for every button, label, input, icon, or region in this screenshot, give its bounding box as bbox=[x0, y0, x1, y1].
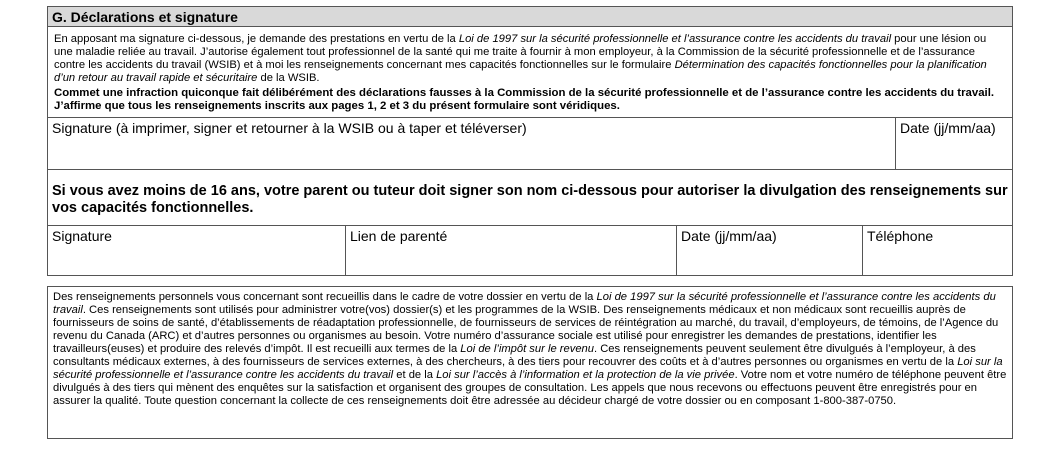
law-title: Loi de l’impôt sur le revenu bbox=[460, 343, 594, 355]
date-field[interactable] bbox=[895, 118, 1012, 169]
declaration-text-part: pour une lésion ou une maladie reliée au travail. J’autorise également tout professionnel de la santé qui me traite à fournir à mon employeur, à la Commission de la sécurité professionnelle et de l’assurance contre les accidents du travail (WSIB) et à moi les renseignements concernant mes capacités fonctionnelles sur le formulaire bbox=[54, 33, 987, 71]
minor-notice: Si vous avez moins de 16 ans, votre parent ou tuteur doit signer son nom ci-dessous pour autoriser la divulgation des renseignements sur vos capacités fonctionnelles. bbox=[47, 170, 1013, 225]
phone-label: Téléphone bbox=[867, 228, 934, 244]
signature-row bbox=[47, 118, 1013, 170]
declaration-text-part: En apposant ma signature ci-dessous, je demande des prestations en vertu de la bbox=[54, 33, 459, 45]
privacy-text-part: . Ces renseignements peuvent seulement être divulgués à l’employeur, à des consultants médicaux externes, à des fournisseurs de services externes, à des chercheurs, à des tiers pour recouvrer des coûts et à d’autres personnes ou organismes en vertu de la bbox=[53, 343, 976, 368]
form-title: Détermination des capacités fonctionnelles pour la planification d’un retour au travail rapide et sécuritaire bbox=[54, 59, 987, 84]
declaration-paragraph bbox=[54, 33, 1006, 85]
declarations-section bbox=[47, 6, 1013, 439]
law-title: Loi sur la sécurité professionnelle et l’assurance contre les accidents du travail bbox=[53, 356, 1003, 381]
privacy-text-part: . Ces renseignements sont utilisés pour administrer votre(vos) dossier(s) et les programmes de la WSIB. Des renseignements médicaux et non médicaux sont recueillis auprès de fournisseurs de soins de santé, d’établissements de réadaptation professionnelle, de fournisseurs de services de réintégration au marché, du travail, d’employeurs, de témoins, de l’Agence du revenu du Canada (ARC) et d’autres personnes ou organismes au besoin. Votre numéro d’assurance sociale est utilisé pour enregistrer les demandes de prestations, identifier les travailleurs(euses) et produire des relevés d’impôt. Il est recueilli aux termes de la bbox=[53, 304, 999, 355]
privacy-text-part: . Votre nom et votre numéro de téléphone peuvent être divulgués à des tiers qui mènent des enquêtes sur la satisfaction et organisent des groupes de consultation. Les appels que nous recevons ou effectuons peuvent être enregistrés pour en assurer la qualité. Toute question concernant la collecte de ces renseignements doit être adressée au décideur chargé de votre dossier ou en composant 1-800-387-0750. bbox=[53, 369, 1007, 407]
privacy-notice bbox=[47, 286, 1013, 439]
signature-field[interactable] bbox=[48, 118, 895, 169]
declaration-affirmation: Commet une infraction quiconque fait délibérément des déclarations fausses à la Commission de la sécurité professionnelle et de l’assurance contre les accidents du travail. J’affirme que tous les renseignements inscrits aux pages 1, 2 et 3 du présent formulaire sont véridiques. bbox=[54, 87, 995, 112]
section-title: G. Déclarations et signature bbox=[47, 6, 1013, 27]
declaration-text bbox=[47, 27, 1013, 118]
phone-field[interactable] bbox=[862, 226, 1012, 275]
law-title: Loi de 1997 sur la sécurité professionnelle et l’assurance contre les accidents du travail bbox=[53, 291, 996, 316]
law-title: Loi de 1997 sur la sécurité professionnelle et l’assurance contre les accidents du travail bbox=[458, 33, 892, 45]
guardian-row bbox=[47, 225, 1013, 276]
relation-field[interactable] bbox=[345, 226, 676, 275]
relation-label: Lien de parenté bbox=[350, 228, 448, 244]
guardian-signature-label: Signature bbox=[52, 228, 112, 244]
privacy-text-part: Des renseignements personnels vous concernant sont recueillis dans le cadre de votre dossier en vertu de la bbox=[53, 291, 597, 303]
guardian-signature-field[interactable] bbox=[48, 226, 345, 275]
guardian-date-field[interactable] bbox=[676, 226, 862, 275]
declaration-text-part: de la WSIB. bbox=[257, 72, 320, 84]
signature-label: Signature (à imprimer, signer et retourner à la WSIB ou à taper et téléverser) bbox=[52, 120, 527, 136]
date-label: Date (jj/mm/aa) bbox=[900, 120, 996, 136]
guardian-date-label: Date (jj/mm/aa) bbox=[681, 228, 777, 244]
law-title: Loi sur l’accès à l’information et la protection de la vie privée bbox=[436, 369, 735, 381]
privacy-text-part: et de la bbox=[393, 369, 437, 381]
privacy-paragraph bbox=[53, 291, 1007, 408]
